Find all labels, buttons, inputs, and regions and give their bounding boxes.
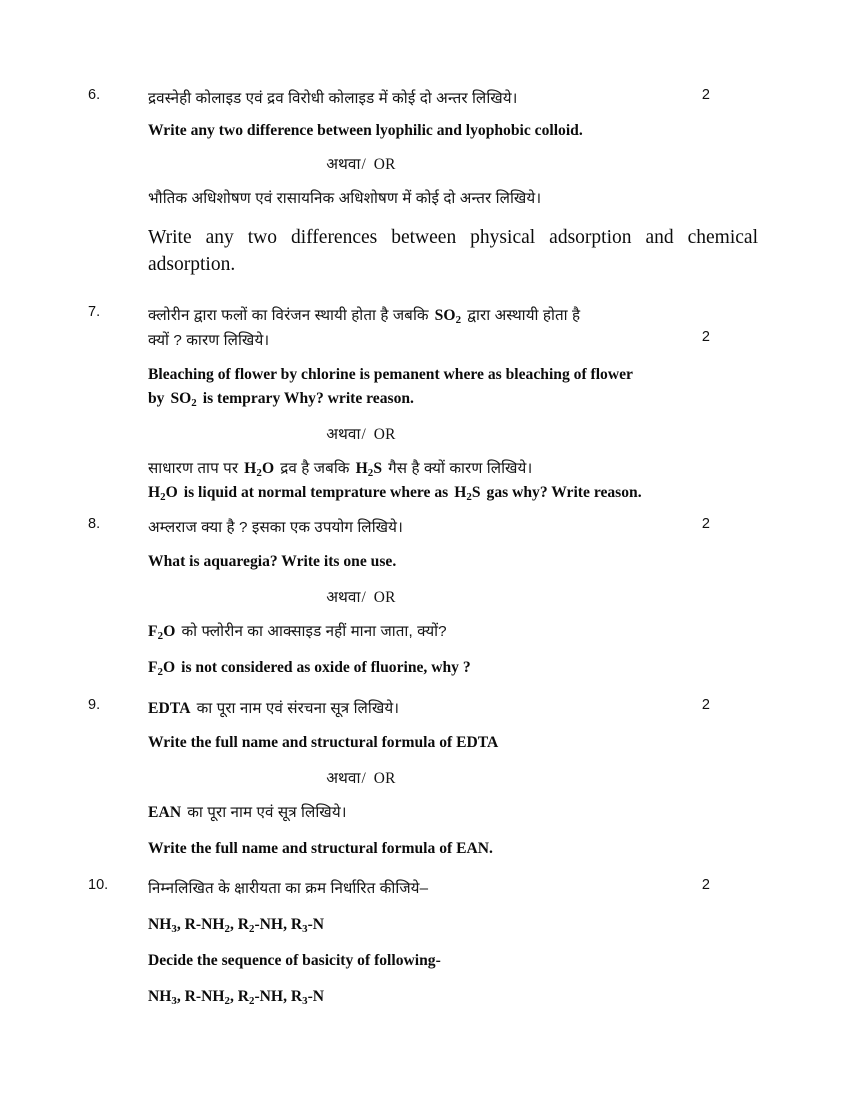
formula-term: $R_3-N$ xyxy=(290,916,325,936)
question-6-english-wrap xyxy=(148,120,764,142)
question-7-alt-hindi xyxy=(148,458,764,480)
question-7-hindi-row-2 xyxy=(88,330,764,352)
formula-term: $NH_3$ xyxy=(148,988,177,1008)
q7-alt-formula-h2s: $H_2S$ xyxy=(355,460,383,480)
question-10-english: Decide the sequence of basicity of following- xyxy=(148,952,441,970)
question-number-10: 10. xyxy=(88,877,109,893)
question-8-english: What is aquaregia? Write its one use. xyxy=(148,553,397,571)
q8-alt-formula-f2o: $F_2O$ xyxy=(148,622,176,642)
or-separator: / xyxy=(361,589,366,607)
formula-separator: , xyxy=(229,916,238,934)
question-marks-6: 2 xyxy=(701,87,710,103)
question-block-10 xyxy=(88,878,764,1008)
q7-en-seg-b: is temprary Why? write reason. xyxy=(202,390,414,408)
question-9-english: Write the full name and structural formula of EDTA xyxy=(148,734,499,752)
question-9-alt-english: Write the full name and structural formula of EAN. xyxy=(148,839,493,857)
q7-alt-en-formula-h2s: $H_2S$ xyxy=(454,484,481,504)
formula-term: $R-NH_2$ xyxy=(184,988,230,1008)
formula-separator: , xyxy=(176,916,185,934)
question-6-alt-hindi: भौतिक अधिशोषण एवं रासायनिक अधिशोषण में कोई दो अन्तर लिखिये। xyxy=(148,189,542,207)
question-9-alt-wrap xyxy=(148,802,764,860)
question-block-8 xyxy=(88,517,764,679)
or-divider-7 xyxy=(88,424,764,446)
question-10-formula-english-wrap xyxy=(148,986,764,1008)
question-10-heading-row xyxy=(88,878,764,900)
formula-separator: , xyxy=(176,988,185,1006)
question-number-7: 7. xyxy=(88,304,101,320)
question-number-8: 8. xyxy=(88,516,101,532)
or-divider-6 xyxy=(88,154,764,176)
question-8-hindi: अम्लराज क्या है ? इसका एक उपयोग लिखिये। xyxy=(148,519,403,536)
question-9-heading-row xyxy=(88,698,764,720)
question-7-hindi-line-2: क्यों ? कारण लिखिये। xyxy=(148,332,270,350)
q8-alt-en-rest: is not considered as oxide of fluorine, why ? xyxy=(181,658,471,676)
formula-separator: , xyxy=(283,916,291,934)
question-6-alt-wrap xyxy=(148,188,764,279)
question-block-9 xyxy=(88,698,764,860)
q7-alt-en-seg-a: is liquid at normal temprature where as xyxy=(183,484,449,502)
or-separator: / xyxy=(361,156,366,174)
question-8-heading-row xyxy=(88,517,764,539)
question-10-english-wrap xyxy=(148,950,764,972)
question-7-english-wrap xyxy=(148,364,764,410)
q7-hindi-seg-a: क्लोरीन द्वारा फलों का विरंजन स्थायी होता है जबकि xyxy=(148,307,429,324)
formula-term: $R_2-NH$ xyxy=(237,916,284,936)
formula-term: $R_2-NH$ xyxy=(237,988,284,1008)
or-divider-8 xyxy=(88,587,764,609)
or-separator: / xyxy=(361,426,366,444)
question-9-hindi xyxy=(148,698,764,720)
question-marks-7: 2 xyxy=(701,329,710,346)
question-8-alt-wrap xyxy=(148,621,764,679)
question-marks-9: 2 xyxy=(701,697,710,713)
or-label-english: OR xyxy=(373,156,396,174)
formula-separator: , xyxy=(283,988,291,1006)
question-6-heading-row xyxy=(88,88,764,110)
formula-term: $R-NH_2$ xyxy=(184,916,230,936)
question-6-alt-english: Write any two differences between physical adsorption and chemical adsorption. xyxy=(148,226,758,276)
question-6-hindi: द्रवस्नेही कोलाइड एवं द्रव विरोधी कोलाइड में कोई दो अन्तर लिखिये। xyxy=(148,90,518,107)
question-10-hindi: निम्नलिखित के क्षारीयता का क्रम निर्धारित कीजिये– xyxy=(148,880,429,897)
or-label-hindi: अथवा xyxy=(326,426,361,444)
or-label-english: OR xyxy=(373,770,396,788)
or-label-hindi: अथवा xyxy=(326,770,361,788)
question-10-formula-english xyxy=(148,986,764,1008)
question-marks-8: 2 xyxy=(701,516,710,532)
or-divider-9 xyxy=(88,768,764,790)
or-label-hindi: अथवा xyxy=(326,589,361,607)
q7-alt-hi-seg-b: द्रव है जबकि xyxy=(280,460,350,478)
question-block-6 xyxy=(88,88,764,279)
question-7-english-line-2 xyxy=(148,388,764,410)
q9-acronym-edta: EDTA xyxy=(148,700,191,717)
question-7-heading-row xyxy=(88,305,764,327)
or-label-english: OR xyxy=(373,589,396,607)
question-10-formula-hindi xyxy=(148,914,764,936)
or-label-hindi: अथवा xyxy=(326,156,361,174)
question-7-alt-wrap xyxy=(148,458,764,504)
question-8-alt-hindi xyxy=(148,621,764,643)
q8-alt-hi-rest: को फ्लोरीन का आक्साइड नहीं माना जाता, क्यों? xyxy=(181,622,447,640)
question-marks-10: 2 xyxy=(701,877,710,893)
or-label-english: OR xyxy=(373,426,396,444)
question-7-alt-english xyxy=(148,482,764,504)
question-8-english-wrap xyxy=(148,551,764,573)
question-9-alt-hindi xyxy=(148,802,764,824)
q7-alt-en-formula-h2o: $H_2O$ xyxy=(148,484,178,504)
q7-alt-hi-seg-c: गैस है क्यों कारण लिखिये। xyxy=(388,460,533,478)
formula-separator: , xyxy=(229,988,238,1006)
question-8-alt-english xyxy=(148,657,764,679)
q9-hindi-rest: का पूरा नाम एवं संरचना सूत्र लिखिये। xyxy=(196,700,400,717)
q7-en-seg-a: by xyxy=(148,390,165,408)
formula-term: $R_3-N$ xyxy=(290,988,325,1008)
question-7-english-line-1: Bleaching of flower by chlorine is pemanent where as bleaching of flower xyxy=(148,366,633,384)
q8-alt-en-formula-f2o: $F_2O$ xyxy=(148,658,176,678)
question-number-9: 9. xyxy=(88,697,101,713)
question-7-hindi-line-1 xyxy=(148,305,764,327)
q7-alt-formula-h2o: $H_2O$ xyxy=(244,460,275,480)
question-6-english: Write any two difference between lyophilic and lyophobic colloid. xyxy=(148,122,583,140)
q9-alt-hindi-rest: का पूरा नाम एवं सूत्र लिखिये। xyxy=(187,803,347,821)
q7-alt-en-seg-b: gas why? Write reason. xyxy=(486,484,642,502)
q7-en-formula-so2: $SO_2$ xyxy=(170,390,197,410)
question-9-english-wrap xyxy=(148,732,764,754)
question-10-formula-hindi-wrap xyxy=(148,914,764,936)
q7-alt-hi-seg-a: साधारण ताप पर xyxy=(148,460,239,478)
formula-term: $NH_3$ xyxy=(148,916,177,936)
q9-acronym-ean: EAN xyxy=(148,803,182,821)
q7-hindi-seg-b: द्वारा अस्थायी होता है xyxy=(467,307,581,324)
question-number-6: 6. xyxy=(88,87,101,103)
or-separator: / xyxy=(361,770,366,788)
q7-formula-so2: $SO_2$ xyxy=(434,307,462,327)
question-block-7 xyxy=(88,305,764,504)
